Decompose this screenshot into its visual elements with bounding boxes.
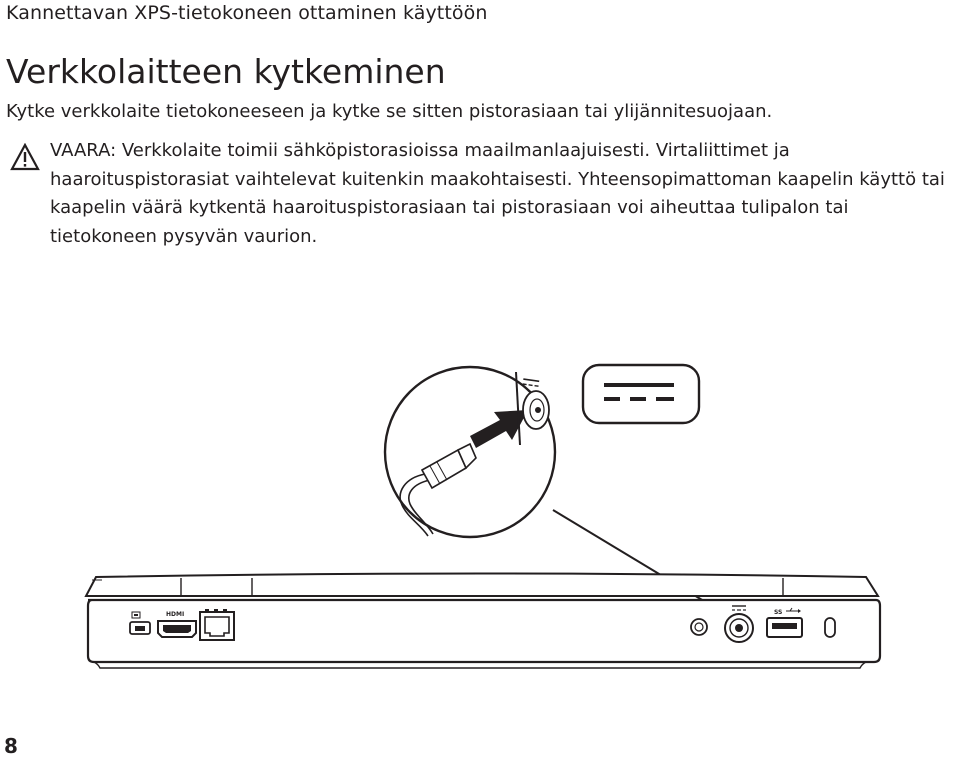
warning-text: VAARA: Verkkolaite toimii sähköpistorasioissa maailmanlaajuisesti. Virtaliittimet ja haaroituspistorasiat vaihtelevat kuitenkin maakohtaisesti. Yhteensopimattoman kaapelin käyttö tai kaapelin väärä kytkentä haaroituspistorasiaan tai pistorasiaan voi aiheuttaa tulipalon tai tietokoneen pysyvän vaurion. [50, 140, 945, 247]
laptop-lid [86, 574, 878, 597]
running-header: Kannettavan XPS-tietokoneen ottaminen käyttöön [6, 2, 488, 24]
zoom-detail [385, 367, 555, 537]
security-slot-icon [825, 618, 835, 637]
usb-label: SS [774, 609, 783, 616]
intro-text: Kytke verkkolaite tietokoneeseen ja kytke se sitten pistorasiaan tai ylijännitesuojaan. [6, 101, 773, 122]
dc-power-symbol-icon [583, 365, 699, 423]
laptop-base [88, 600, 880, 668]
section-title: Verkkolaitteen kytkeminen [6, 52, 446, 91]
hdmi-label: HDMI [166, 611, 185, 618]
page-number: 8 [4, 734, 18, 758]
